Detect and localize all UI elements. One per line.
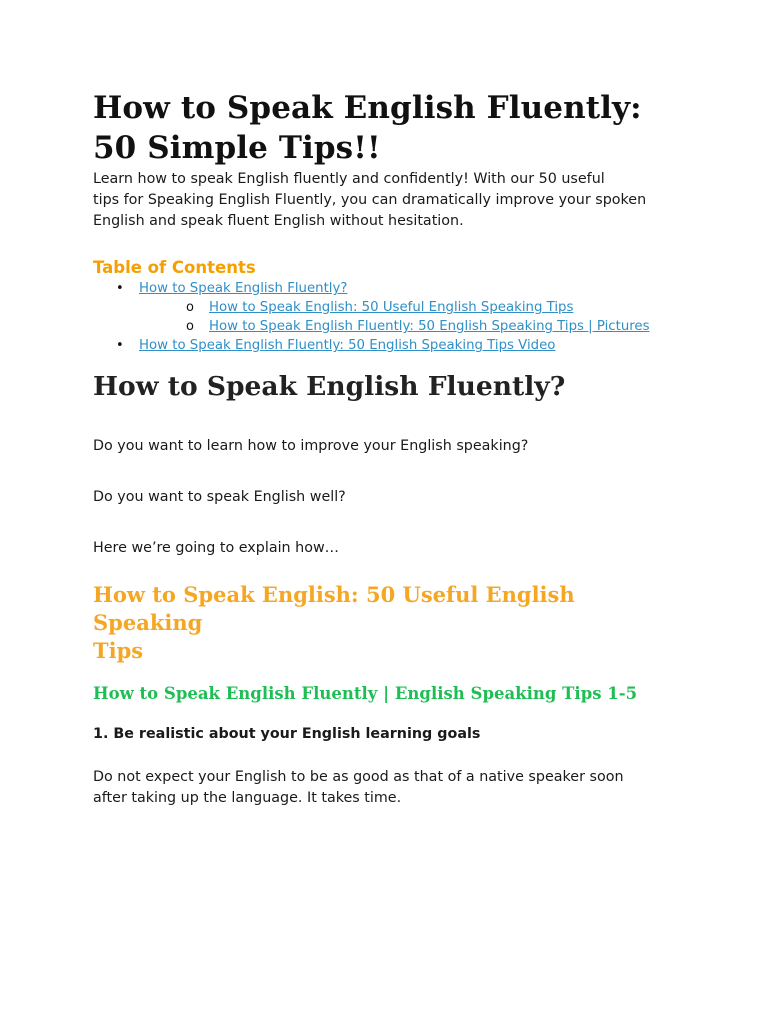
- question-paragraph: Do you want to speak English well?: [93, 489, 346, 505]
- toc-link-useful-tips[interactable]: How to Speak English: 50 Useful English Speaking Tips: [209, 300, 574, 315]
- tips-group-heading: How to Speak English Fluently | English Speaking Tips 1-5: [93, 684, 638, 703]
- intro-line: Learn how to speak English fluently and confidently! With our 50 useful: [93, 171, 605, 187]
- circle-bullet-icon: o: [186, 319, 194, 334]
- subsection-heading-line: How to Speak English: 50 Useful English Speaking: [93, 582, 575, 635]
- subsection-heading: [93, 581, 673, 665]
- toc-item: [93, 279, 673, 298]
- bullet-icon: •: [116, 281, 124, 296]
- toc-link-speak-fluently[interactable]: How to Speak English Fluently?: [139, 281, 348, 296]
- intro-line: English and speak fluent English without hesitation.: [93, 213, 464, 229]
- bullet-icon: •: [116, 338, 124, 353]
- document-content: [93, 88, 673, 809]
- table-of-contents: [93, 279, 673, 355]
- circle-bullet-icon: o: [186, 300, 194, 315]
- tip-heading: 1. Be realistic about your English learning goals: [93, 726, 481, 742]
- toc-item: [93, 317, 673, 336]
- subsection-heading-line: Tips: [93, 638, 144, 663]
- document-title: How to Speak English Fluently: 50 Simple Tips!!: [93, 90, 642, 166]
- intro-paragraph: [93, 169, 673, 232]
- toc-item: [93, 336, 673, 355]
- intro-line: tips for Speaking English Fluently, you can dramatically improve your spoken: [93, 192, 647, 208]
- explain-paragraph: Here we’re going to explain how…: [93, 540, 339, 556]
- tip-line: after taking up the language. It takes time.: [93, 790, 402, 806]
- toc-link-tips-video[interactable]: How to Speak English Fluently: 50 English Speaking Tips Video: [139, 338, 556, 353]
- section-heading: How to Speak English Fluently?: [93, 371, 566, 402]
- question-paragraph: Do you want to learn how to improve your English speaking?: [93, 438, 529, 454]
- toc-item: [93, 298, 673, 317]
- tip-line: Do not expect your English to be as good as that of a native speaker soon: [93, 769, 624, 785]
- toc-link-tips-pictures[interactable]: How to Speak English Fluently: 50 English Speaking Tips | Pictures: [209, 319, 650, 334]
- toc-heading: Table of Contents: [93, 258, 256, 277]
- tip-paragraph: [93, 767, 673, 809]
